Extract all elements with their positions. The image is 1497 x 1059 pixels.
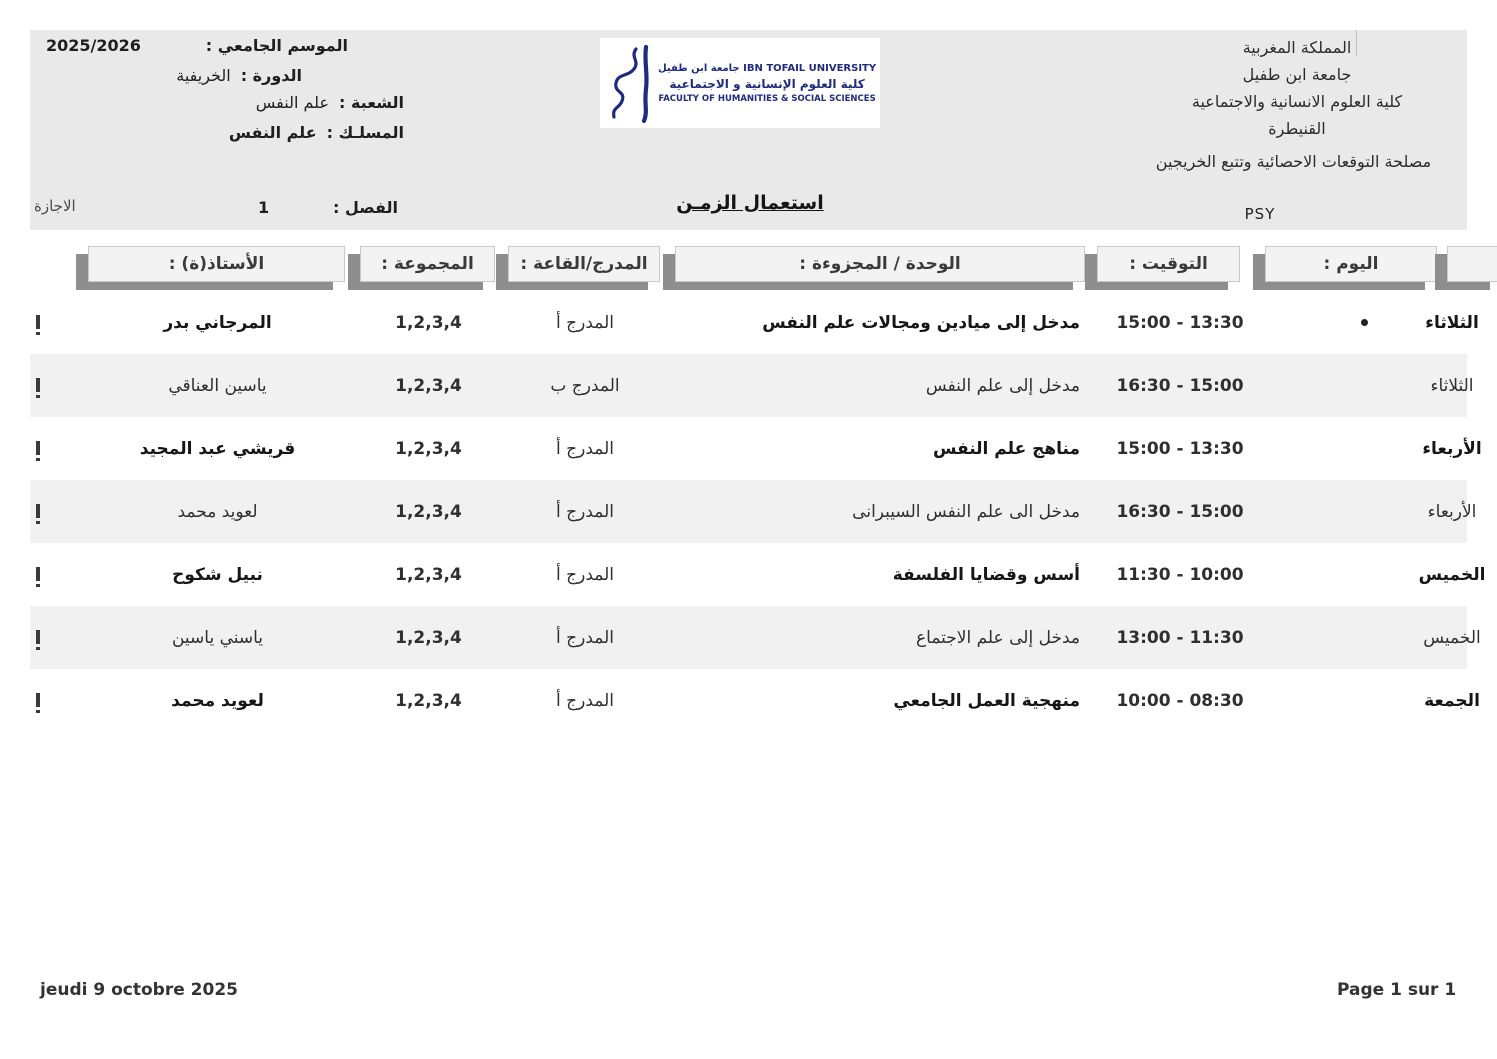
academic-year-value: 2025/2026 [46, 36, 141, 55]
column-header-time [1097, 246, 1240, 282]
professor-cell: المرجاني بدر [163, 312, 272, 333]
unit-cell: منهجية العمل الجامعي [893, 690, 1080, 711]
session-label: الدورة : [240, 66, 302, 85]
session-value: الخريفية [176, 66, 231, 85]
room-cell: المدرج أ [556, 690, 614, 711]
footer-page-number: Page 1 sur 1 [1337, 980, 1457, 1000]
session-row [150, 66, 302, 85]
column-header-day-label: اليوم : [1323, 254, 1379, 274]
professor-cell: ياسين العناقي [168, 375, 267, 396]
unit-cell: مدخل إلى علم النفس [925, 375, 1080, 396]
time-cell: 10:00 - 08:30 [1116, 690, 1244, 711]
clipped-text-fragment [36, 378, 40, 392]
institution-block [1127, 34, 1467, 142]
day-cell: الثلاثاء [1425, 312, 1479, 333]
column-header-unit [675, 246, 1085, 282]
logo-text [658, 63, 876, 104]
column-header-group [360, 246, 495, 282]
group-cell: 1,2,3,4 [395, 438, 462, 459]
track-label: المسلـك : [326, 123, 404, 142]
branch-label: الشعبة : [338, 93, 404, 112]
professor-cell: ياسني ياسين [171, 627, 264, 648]
time-cell: 16:30 - 15:00 [1116, 501, 1244, 522]
institution-university: جامعة ابن طفيل [1242, 65, 1352, 84]
column-header-day [1265, 246, 1437, 282]
room-cell: المدرج أ [556, 564, 614, 585]
table-row [0, 606, 1497, 669]
column-header-room-label: المدرج/القاعة : [520, 254, 648, 274]
track-value: علم النفس [228, 123, 317, 142]
column-header-professor [88, 246, 345, 282]
group-cell: 1,2,3,4 [395, 564, 462, 585]
unit-cell: مدخل إلى علم الاجتماع [916, 627, 1080, 648]
clipped-text-fragment [36, 693, 40, 707]
logo-calligraphy-icon [606, 43, 658, 123]
unit-cell: مدخل الى علم النفس السيبرانى [852, 501, 1080, 522]
academic-year-label: الموسم الجامعي : [205, 36, 348, 55]
time-cell: 13:00 - 11:30 [1116, 627, 1244, 648]
program-code: PSY [1244, 205, 1276, 223]
day-cell: الأربعاء [1422, 438, 1482, 459]
time-cell: 15:00 - 13:30 [1116, 438, 1244, 459]
semester-label: الفصل : [332, 198, 398, 217]
semester-row [258, 198, 398, 217]
semester-value: 1 [258, 198, 270, 217]
group-cell: 1,2,3,4 [395, 627, 462, 648]
column-header-unit-label: الوحدة / المجزوءة : [799, 254, 961, 274]
room-cell: المدرج ب [550, 375, 620, 396]
track-row [228, 118, 404, 148]
day-cell: الأربعاء [1427, 501, 1477, 522]
dot-artifact [1361, 319, 1368, 326]
university-logo [600, 38, 880, 128]
institution-city: القنيطرة [1268, 119, 1326, 138]
room-cell: المدرج أ [556, 627, 614, 648]
clipped-text-fragment [36, 504, 40, 518]
day-cell: الثلاثاء [1430, 375, 1474, 396]
logo-line-1: IBN TOFAIL UNIVERSITY جامعة ابن طفيل [658, 62, 877, 74]
day-cell: الجمعة [1424, 690, 1480, 711]
group-cell: 1,2,3,4 [395, 690, 462, 711]
group-cell: 1,2,3,4 [395, 312, 462, 333]
professor-cell: نبيل شكوح [172, 564, 263, 585]
clipped-text-fragment [36, 567, 40, 581]
column-header-time-label: التوقيت : [1129, 254, 1208, 274]
degree-level: الاجازة [34, 197, 76, 215]
table-row [0, 543, 1497, 606]
clipped-text-fragment [36, 315, 40, 329]
table-row [0, 354, 1497, 417]
logo-line-3: FACULTY OF HUMANITIES & SOCIAL SCIENCES [658, 93, 876, 104]
room-cell: المدرج أ [556, 438, 614, 459]
table-row [0, 480, 1497, 543]
document-title: استعمال الزمـن [676, 192, 824, 214]
professor-cell: لعويد محمد [171, 690, 264, 711]
branch-value: علم النفس [255, 93, 329, 112]
table-row [0, 669, 1497, 732]
time-cell: 15:00 - 13:30 [1116, 312, 1244, 333]
group-cell: 1,2,3,4 [395, 501, 462, 522]
clipped-header-box [1447, 246, 1497, 282]
column-header-room [508, 246, 660, 282]
group-cell: 1,2,3,4 [395, 375, 462, 396]
academic-year-row [46, 36, 348, 55]
professor-cell: لعويد محمد [177, 501, 258, 522]
institution-faculty: كلية العلوم الانسانية والاجتماعية [1191, 92, 1403, 111]
column-header-professor-label: الأستاذ(ة) : [168, 254, 265, 274]
branch-track-block [228, 88, 404, 148]
day-cell: الخميس [1418, 564, 1486, 585]
clipped-text-fragment [36, 441, 40, 455]
table-row [0, 417, 1497, 480]
room-cell: المدرج أ [556, 312, 614, 333]
branch-row [228, 88, 404, 118]
clipped-text-fragment [36, 630, 40, 644]
institution-country: المملكة المغربية [1242, 38, 1352, 57]
time-cell: 16:30 - 15:00 [1116, 375, 1244, 396]
unit-cell: مناهج علم النفس [932, 438, 1080, 459]
logo-line-2: كلية العلوم الإنسانية و الاجتماعية [669, 76, 865, 91]
professor-cell: قريشي عبد المجيد [139, 438, 296, 459]
unit-cell: أسس وقضايا الفلسفة [892, 564, 1080, 585]
time-cell: 11:30 - 10:00 [1116, 564, 1244, 585]
footer-date: jeudi 9 octobre 2025 [40, 980, 238, 1000]
room-cell: المدرج أ [556, 501, 614, 522]
table-row [0, 291, 1497, 354]
unit-cell: مدخل إلى ميادين ومجالات علم النفس [762, 312, 1080, 333]
day-cell: الخميس [1423, 627, 1481, 648]
service-name: مصلحة التوقعات الاحصائية وتتبع الخريجين [1155, 152, 1432, 171]
column-header-group-label: المجموعة : [381, 254, 474, 274]
